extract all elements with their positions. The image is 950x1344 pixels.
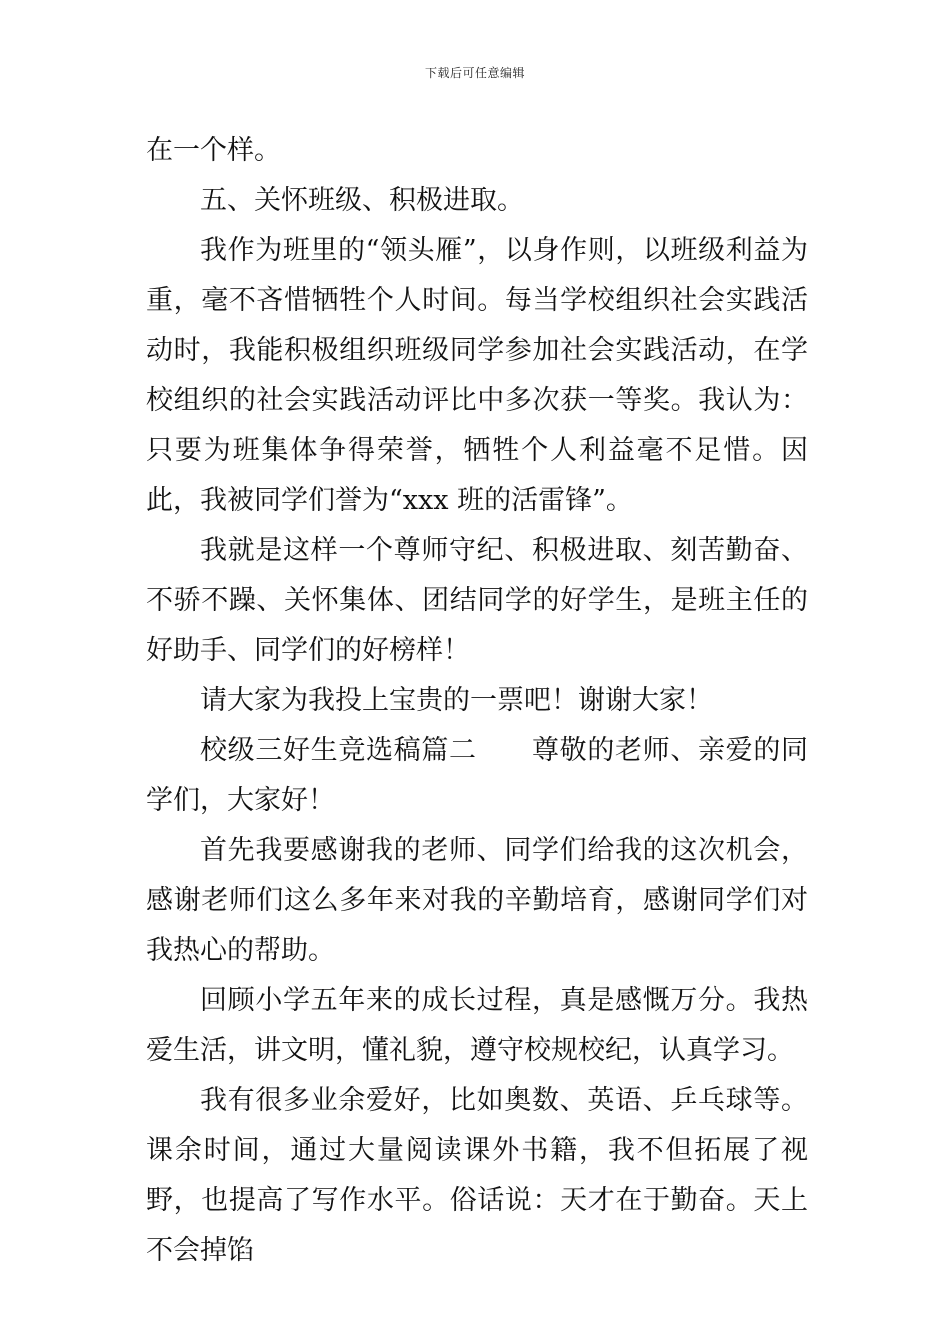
paragraph: 首先我要感谢我的老师、同学们给我的这次机会，感谢老师们这么多年来对我的辛勤培育，感谢同学们对我热心的帮助。 xyxy=(146,835,808,966)
paragraph: 回顾小学五年来的成长过程，真是感慨万分。我热爱生活，讲文明，懂礼貌，遵守校规校纪，认真学习。 xyxy=(146,985,808,1066)
page-header: 下载后可任意编辑 xyxy=(424,66,525,80)
paragraph-section-heading: 五、关怀班级、积极进取。 xyxy=(200,185,524,216)
paragraph-continuation: 在一个样。 xyxy=(146,135,281,166)
document-body xyxy=(146,126,808,1276)
paragraph: 我作为班里的“领头雁”，以身作则，以班级利益为重，毫不吝惜牺牲个人时间。每当学校组织社会实践活动时，我能积极组织班级同学参加社会实践活动，在学校组织的社会实践活动评比中多次获一等奖。我认为：只要为班集体争得荣誉，牺牲个人利益毫不足惜。因此，我被同学们誉为“xxx 班的活雷锋”。 xyxy=(146,235,808,516)
paragraph: 我有很多业余爱好，比如奥数、英语、乒乓球等。课余时间，通过大量阅读课外书籍，我不但拓展了视野，也提高了写作水平。俗话说：天才在于勤奋。天上不会掉馅 xyxy=(146,1085,808,1266)
paragraph: 请大家为我投上宝贵的一票吧！谢谢大家！ xyxy=(200,685,713,716)
paragraph: 我就是这样一个尊师守纪、积极进取、刻苦勤奋、不骄不躁、关怀集体、团结同学的好学生，是班主任的好助手、同学们的好榜样！ xyxy=(146,535,808,666)
paragraph-speech-title: 校级三好生竞选稿篇二 尊敬的老师、亲爱的同学们，大家好！ xyxy=(146,735,808,816)
